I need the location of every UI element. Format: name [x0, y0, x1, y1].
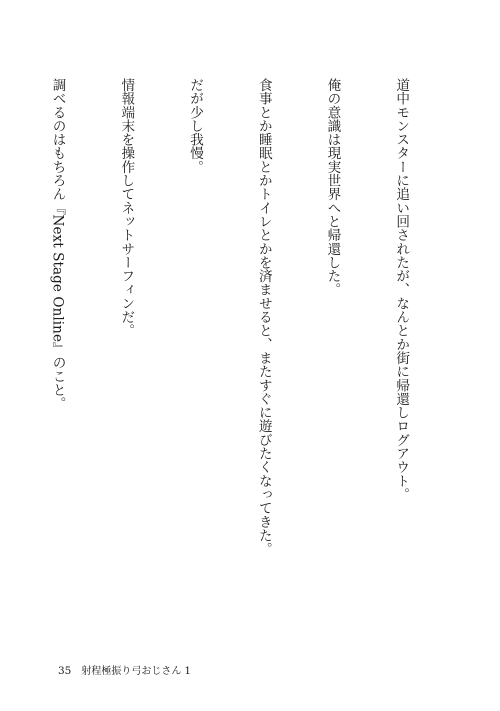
text-line: だが少し我慢。 [187, 78, 204, 174]
body-text [0, 78, 458, 638]
running-title: 射程極振り弓おじさん 1 [81, 666, 191, 677]
text-line: 食事とか睡眠とかトイレとかを済ませると、またすぐに遊びたくなってきた。 [255, 78, 272, 556]
text-line: 情報端末を操作してネットサーフィンだ。 [118, 78, 135, 338]
page-footer [58, 662, 191, 677]
text-line: 調べるのはもちろん『Next Stage Online』のこと。 [49, 78, 66, 411]
text-line: 俺の意識は現実世界へと帰還した。 [324, 78, 341, 297]
text-line: 道中モンスターに追い回されたが、なんとか街に帰還しログアウト。 [393, 78, 410, 502]
page-number: 35 [58, 665, 72, 677]
